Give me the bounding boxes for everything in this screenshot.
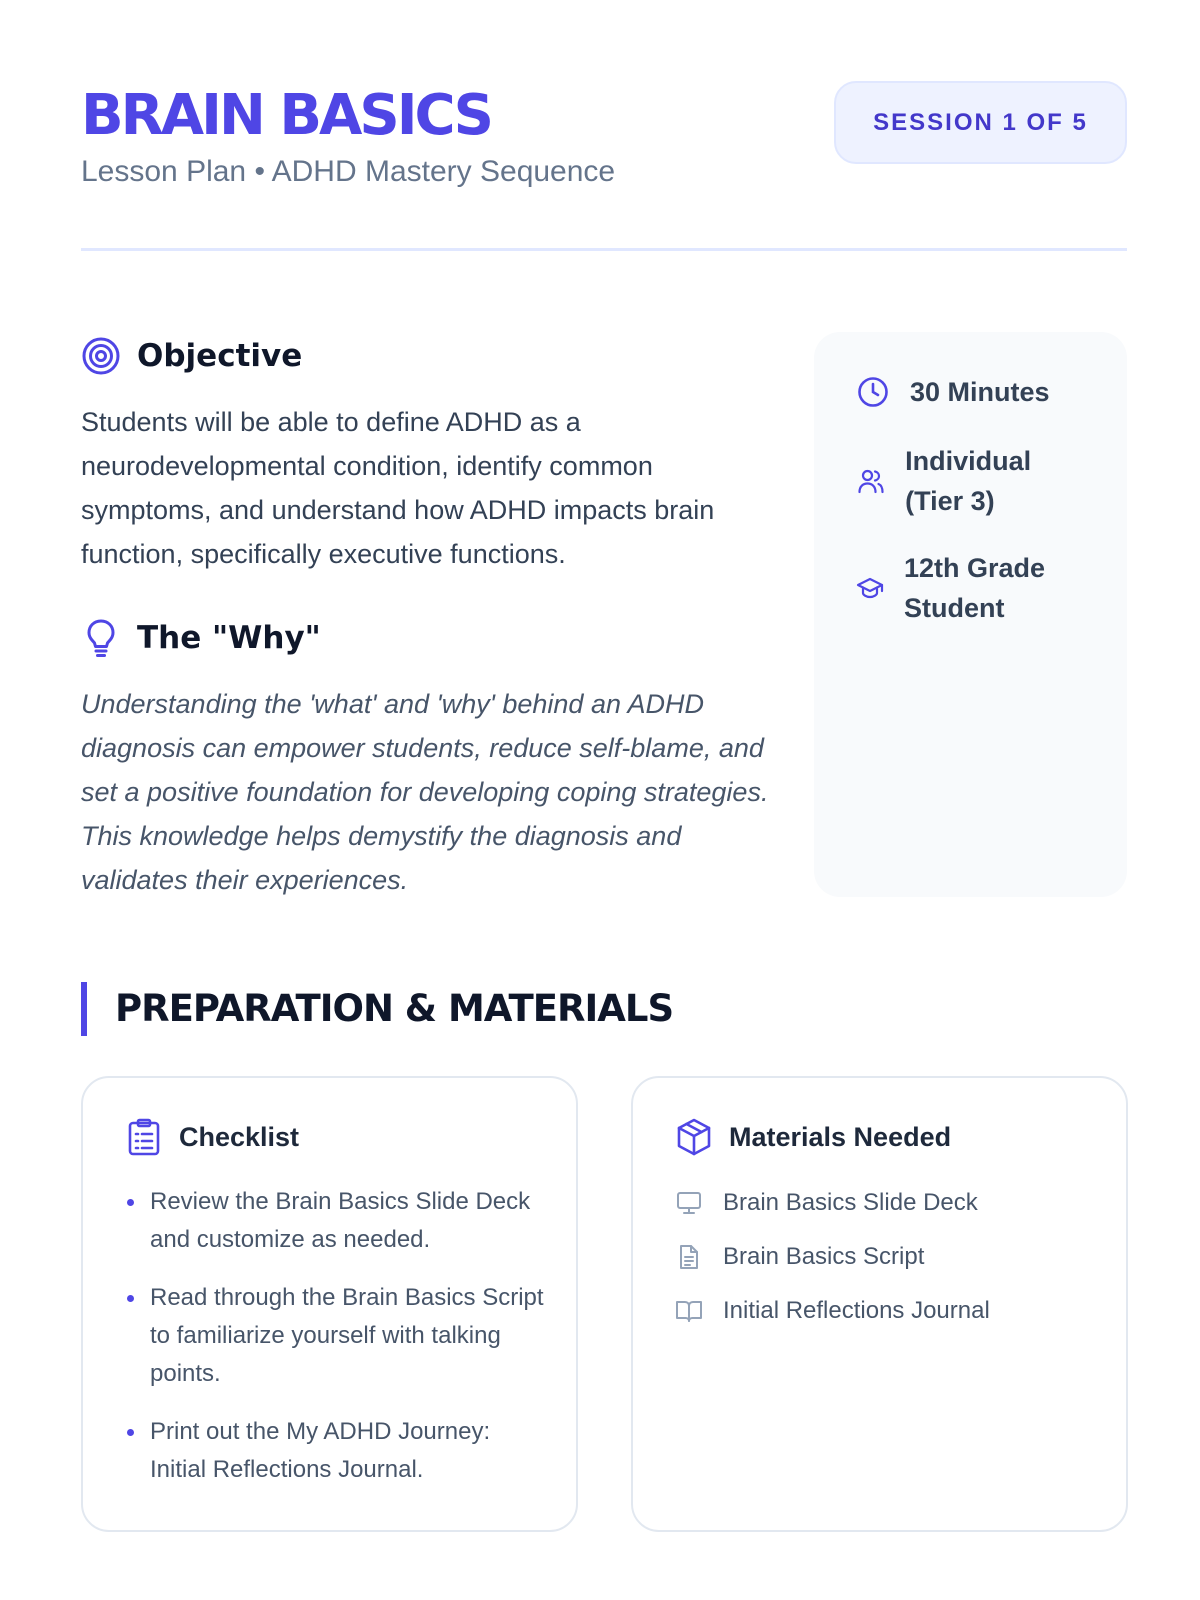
bullet-dot xyxy=(127,1199,134,1206)
document-icon xyxy=(675,1244,703,1270)
duration-item xyxy=(856,372,1050,412)
objective-heading: Objective xyxy=(137,338,303,374)
book-icon xyxy=(675,1299,703,1323)
header-divider xyxy=(81,248,1127,251)
page-title: BRAIN BASICS xyxy=(81,83,492,148)
material-item xyxy=(675,1183,1095,1223)
audience-item xyxy=(856,548,1086,628)
users-icon xyxy=(856,467,885,495)
format-item xyxy=(856,441,1096,521)
why-heading: The "Why" xyxy=(137,620,321,656)
section-accent-bar xyxy=(81,982,87,1036)
objective-text: Students will be able to define ADHD as a neurodevelopmental condition, identify common symptoms, and understand how ADHD impacts brain function, specifically executive functions. xyxy=(81,407,715,569)
duration-text: 30 Minutes xyxy=(910,377,1050,407)
material-item-label: Brain Basics Script xyxy=(723,1243,925,1270)
format-text: Individual (Tier 3) xyxy=(905,446,1032,516)
session-badge: SESSION 1 OF 5 xyxy=(834,81,1127,164)
material-item-label: Initial Reflections Journal xyxy=(723,1297,990,1324)
checklist-heading: Checklist xyxy=(179,1121,300,1152)
lightbulb-icon xyxy=(81,618,121,658)
bullet-dot xyxy=(127,1295,134,1302)
why-text: Understanding the 'what' and 'why' behind an ADHD diagnosis can empower students, reduce self-blame, and set a positive foundation for developing coping strategies. This knowledge helps demystify the diagnosis and validates their experiences. xyxy=(81,689,769,895)
monitor-icon xyxy=(675,1191,703,1215)
materials-heading-row xyxy=(675,1118,951,1156)
checklist-item xyxy=(125,1183,545,1259)
checklist-card xyxy=(81,1076,578,1532)
why-heading-row xyxy=(81,618,321,658)
clipboard-list-icon xyxy=(125,1118,163,1156)
checklist-item-text: Review the Brain Basics Slide Deck and customize as needed. xyxy=(150,1188,531,1253)
clock-icon xyxy=(856,376,890,408)
materials-list xyxy=(675,1183,1095,1345)
page-subtitle: Lesson Plan • ADHD Mastery Sequence xyxy=(81,155,616,188)
target-icon xyxy=(81,336,121,376)
checklist-item-text: Read through the Brain Basics Script to familiarize yourself with talking points. xyxy=(150,1284,544,1387)
audience-text: 12th Grade Student xyxy=(904,553,1046,623)
materials-heading: Materials Needed xyxy=(729,1121,952,1152)
bullet-dot xyxy=(127,1429,134,1436)
checklist-item xyxy=(125,1279,545,1393)
material-item xyxy=(675,1291,1095,1331)
checklist xyxy=(125,1183,545,1509)
graduation-cap-icon xyxy=(856,576,884,600)
package-icon xyxy=(675,1118,713,1156)
preparation-heading: PREPARATION & MATERIALS xyxy=(115,987,674,1030)
material-item xyxy=(675,1237,1095,1277)
materials-card xyxy=(631,1076,1128,1532)
checklist-item xyxy=(125,1413,545,1489)
checklist-item-text: Print out the My ADHD Journey: Initial Reflections Journal. xyxy=(150,1418,491,1483)
objective-heading-row xyxy=(81,336,302,376)
material-item-label: Brain Basics Slide Deck xyxy=(723,1189,978,1216)
checklist-heading-row xyxy=(125,1118,299,1156)
